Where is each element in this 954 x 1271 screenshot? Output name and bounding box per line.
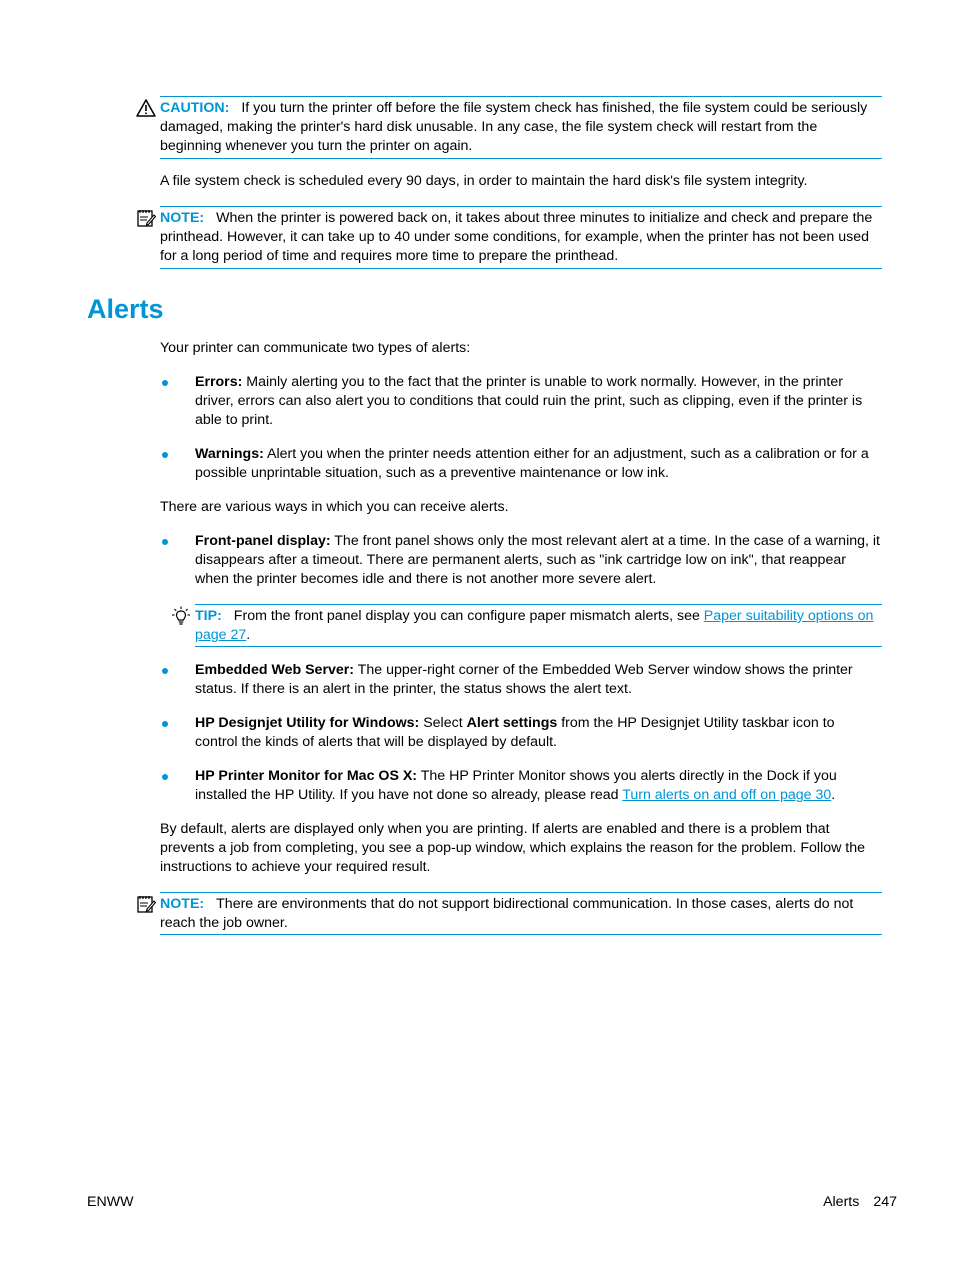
bullet-term: Front-panel display: xyxy=(195,533,331,549)
footer-left: ENWW xyxy=(87,1194,134,1210)
note-box-2 xyxy=(160,892,882,935)
list-item xyxy=(195,661,880,699)
turn-alerts-link[interactable]: Turn alerts on and off on page 30 xyxy=(622,787,832,804)
alert-settings-term: Alert settings xyxy=(466,715,558,731)
bullet-description: Alert you when the printer needs attention either for an adjustment, such as a calibration or for a possible unprintable situation, such as a preventive maintenance or low ink. xyxy=(195,446,869,482)
list-item xyxy=(195,532,880,590)
intro-paragraph: Your printer can communicate two types of alerts: xyxy=(160,340,471,356)
bullet-description: Mainly alerting you to the fact that the printer is unable to work normally. However, in the printer driver, errors can also alert you to conditions that could ruin the print, such as clipping, even if the printer is able to print. xyxy=(195,374,863,429)
tip-label: TIP: xyxy=(195,608,222,624)
footer-right xyxy=(823,1193,897,1212)
bullet-description-end: . xyxy=(831,787,836,804)
list-item xyxy=(195,445,880,483)
caution-text: If you turn the printer off before the file system check has finished, the file system could be seriously damaged, making the printer's hard disk unusable. In any case, the file system check will restart from the beginning whenever you turn the printer on again. xyxy=(160,100,868,155)
paper-suitability-link[interactable]: Paper suitability options on page 27 xyxy=(195,608,874,644)
caution-label: CAUTION: xyxy=(160,100,230,116)
note-text: When the printer is powered back on, it takes about three minutes to initialize and check and prepare the printhead. However, it can take up to 40 under some conditions, for example, when the printer has not been used for a long period of time and requires more time to prepare the printhead. xyxy=(160,210,873,265)
bullet-description: The upper-right corner of the Embedded Web Server window shows the printer status. If there is an alert in the printer, the status shows the alert text. xyxy=(195,662,853,698)
bullet-dot-icon xyxy=(162,668,168,674)
page-number: 247 xyxy=(873,1194,897,1210)
bullet-term: Embedded Web Server: xyxy=(195,662,354,678)
bullet-description-end: from the HP Designjet Utility taskbar icon to control the kinds of alerts that will be displayed by default. xyxy=(195,715,835,751)
bullet-dot-icon xyxy=(162,774,168,780)
list-item xyxy=(195,767,880,805)
bullet-dot-icon xyxy=(162,721,168,727)
list-item xyxy=(195,714,880,752)
warning-triangle-icon xyxy=(136,98,156,118)
note-box-1 xyxy=(160,206,882,269)
bullet-term: HP Printer Monitor for Mac OS X: xyxy=(195,768,418,784)
bullet-dot-icon xyxy=(162,539,168,545)
note-pad-icon xyxy=(136,208,156,228)
tip-box xyxy=(195,604,882,647)
caution-box xyxy=(160,96,882,159)
bullet-term: Warnings: xyxy=(195,446,264,462)
tip-text-end: . xyxy=(246,627,251,644)
tip-text: From the front panel display you can configure paper mismatch alerts, see xyxy=(233,608,704,624)
bullet-description: The HP Printer Monitor shows you alerts directly in the Dock if you installed the HP Utility. If you have not done so already, please read xyxy=(195,768,837,804)
note-label: NOTE: xyxy=(160,896,205,912)
bullet-dot-icon xyxy=(162,380,168,386)
footer-section: Alerts xyxy=(823,1194,860,1210)
bullet-dot-icon xyxy=(162,452,168,458)
note-label: NOTE: xyxy=(160,210,205,226)
bullet-description: The front panel shows only the most relevant alert at a time. In the case of a warning, it disappears after a timeout. There are permanent alerts, such as "ink cartridge low on ink", that reappear when the printer becomes idle and there is not another more severe alert. xyxy=(195,533,880,588)
bullet-term: HP Designjet Utility for Windows: xyxy=(195,715,420,731)
list-item xyxy=(195,373,880,431)
ways-intro-paragraph: There are various ways in which you can receive alerts. xyxy=(160,499,509,515)
default-behavior-paragraph: By default, alerts are displayed only when you are printing. If alerts are enabled and there is a problem that prevents a job from completing, you see a pop-up window, which explains the reason for the problem. Follow the instructions to achieve your required result. xyxy=(160,821,866,876)
note-pad-icon xyxy=(136,894,156,914)
fs-check-paragraph: A file system check is scheduled every 90 days, in order to maintain the hard disk's file system integrity. xyxy=(160,173,808,189)
note-text: There are environments that do not support bidirectional communication. In those cases, alerts do not reach the job owner. xyxy=(160,896,854,932)
bullet-term: Errors: xyxy=(195,374,243,390)
section-heading-alerts: Alerts xyxy=(87,294,164,324)
lightbulb-icon xyxy=(171,606,191,626)
bullet-description: Select xyxy=(419,715,467,731)
